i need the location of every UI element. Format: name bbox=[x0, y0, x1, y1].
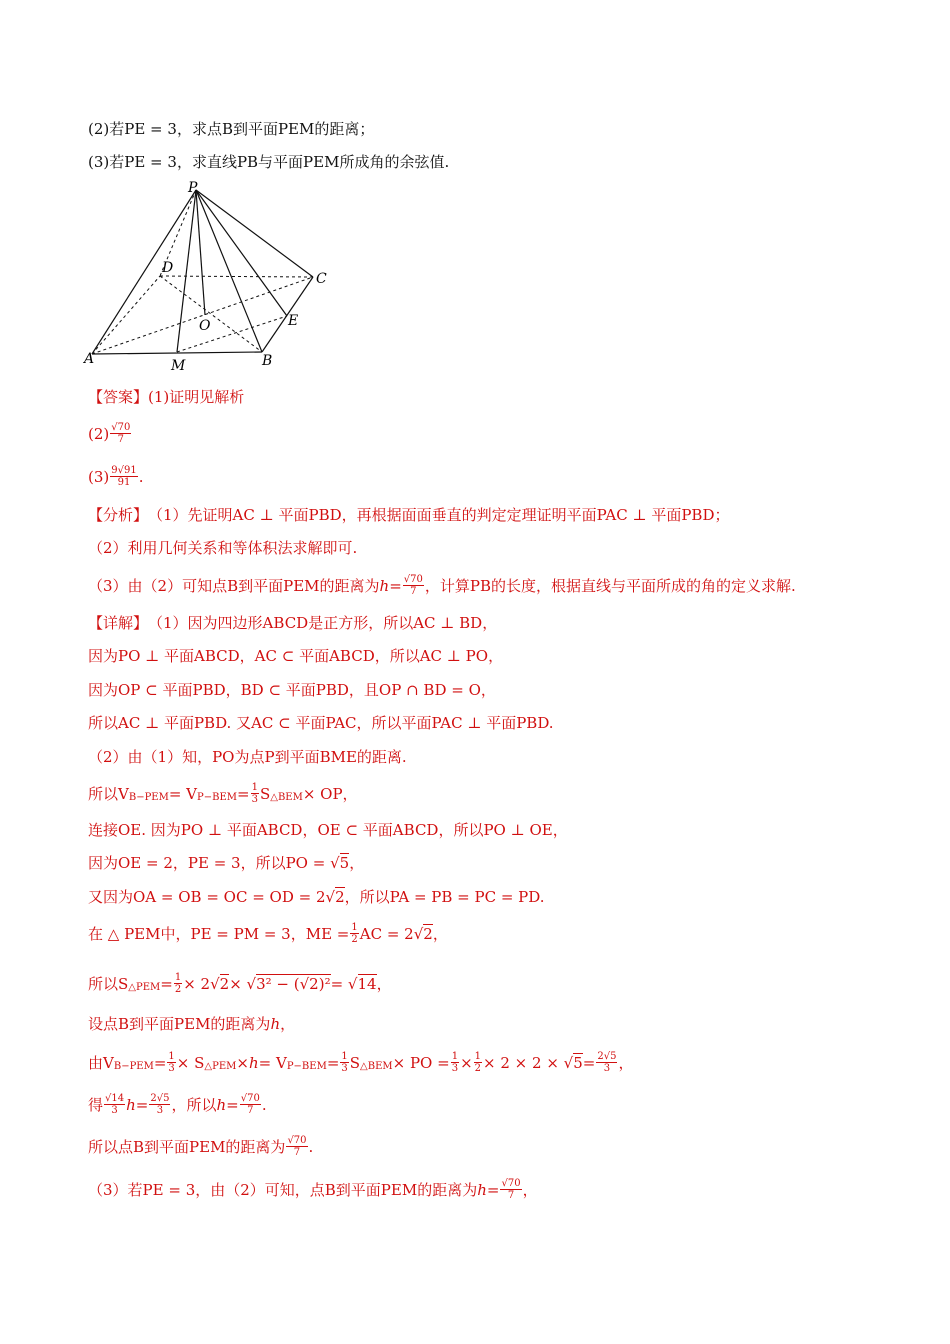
denominator: 2 bbox=[174, 984, 182, 995]
text-run: = bbox=[326, 1053, 340, 1072]
label-C: C bbox=[316, 271, 327, 287]
edge-DC bbox=[160, 276, 313, 277]
text-run: (3)若PE = 3，求直线PB与平面PEM所成角的余弦值. bbox=[88, 153, 450, 171]
label-B: B bbox=[262, 353, 273, 369]
subscript: △PEM bbox=[128, 982, 161, 993]
numerator: 1 bbox=[174, 972, 182, 983]
text-run: = V bbox=[168, 784, 198, 803]
numerator: 1 bbox=[251, 782, 258, 793]
text-run: 所以V bbox=[88, 785, 129, 803]
text-run: （1）先证明AC ⊥ 平面PBD，再根据面面垂直的判定定理证明平面PAC ⊥ 平面PBD； bbox=[148, 506, 730, 524]
text-run: . bbox=[308, 1137, 314, 1156]
text-run: 又因为OA = OB = OC = OD = 2√ bbox=[88, 888, 336, 906]
text-line bbox=[88, 645, 503, 666]
subscript: △PEM bbox=[204, 1061, 237, 1072]
label-E: E bbox=[288, 313, 299, 329]
radicand: 5 bbox=[339, 854, 350, 872]
numerator: √70 bbox=[403, 574, 423, 585]
text-run: 在 △ PEM中，PE = PM = 3，ME = bbox=[88, 925, 350, 943]
text-run: 【详解】 bbox=[88, 614, 149, 632]
numerator: 2√5 bbox=[597, 1051, 617, 1062]
fraction bbox=[251, 782, 259, 805]
denominator: 3 bbox=[156, 1105, 164, 1116]
text-line bbox=[88, 1013, 295, 1034]
fraction bbox=[167, 1051, 175, 1074]
text-run: × √ bbox=[229, 974, 257, 993]
edge-AD bbox=[92, 276, 160, 354]
text-line bbox=[88, 465, 144, 488]
denominator: 3 bbox=[603, 1063, 611, 1074]
math-variable: h bbox=[126, 1095, 136, 1114]
numerator: 2√5 bbox=[150, 1093, 170, 1104]
text-run: × S bbox=[176, 1053, 205, 1072]
fraction bbox=[149, 1093, 170, 1116]
fraction bbox=[451, 1051, 459, 1074]
text-run: 由V bbox=[88, 1054, 114, 1072]
fraction bbox=[110, 465, 137, 488]
text-line bbox=[88, 1051, 633, 1074]
pyramid-figure bbox=[82, 180, 342, 380]
denominator: 7 bbox=[410, 586, 417, 597]
text-run: （3）若PE = 3，由（2）可知，点B到平面PEM的距离为 bbox=[88, 1181, 478, 1199]
subscript: P−BEM bbox=[197, 792, 238, 803]
subscript: △BEM bbox=[360, 1061, 393, 1072]
text-run: （1）因为四边形ABCD是正方形，所以AC ⊥ BD， bbox=[148, 614, 498, 632]
text-line bbox=[88, 1135, 313, 1158]
text-run: (1)证明见解析 bbox=[148, 388, 245, 406]
text-run: ， bbox=[280, 1015, 296, 1033]
text-line bbox=[88, 612, 497, 633]
text-run: 因为OE = 2，PE = 3，所以PO = √ bbox=[88, 854, 340, 872]
denominator: 3 bbox=[111, 1105, 118, 1116]
subscript: B−PEM bbox=[128, 792, 169, 803]
label-A: A bbox=[84, 351, 95, 367]
text-run: ， bbox=[432, 925, 448, 943]
text-run: = bbox=[237, 784, 250, 803]
fraction bbox=[286, 1135, 307, 1158]
denominator: 91 bbox=[117, 477, 131, 488]
text-run: = bbox=[486, 1180, 500, 1199]
segment-ME bbox=[177, 316, 287, 352]
text-run: S bbox=[349, 1053, 361, 1072]
radicand: 2 bbox=[219, 975, 230, 993]
text-run: = V bbox=[258, 1053, 287, 1072]
text-run: ，计算PB的长度，根据直线与平面所成的角的定义求解. bbox=[424, 577, 796, 595]
edge-AB bbox=[92, 352, 262, 354]
fraction bbox=[403, 574, 424, 597]
text-run: S bbox=[259, 784, 271, 803]
text-line bbox=[88, 819, 568, 840]
text-line bbox=[88, 746, 407, 767]
numerator: √70 bbox=[240, 1093, 260, 1104]
text-run: . bbox=[138, 467, 144, 486]
fraction bbox=[350, 922, 358, 945]
text-run: 连接OE. 因为PO ⊥ 平面ABCD，OE ⊂ 平面ABCD，所以PO ⊥ OE， bbox=[88, 821, 568, 839]
radicand: 14 bbox=[357, 975, 377, 993]
radicand: 3² − (√2)² bbox=[256, 975, 331, 993]
fraction bbox=[340, 1051, 348, 1074]
fraction bbox=[174, 972, 182, 995]
text-run: = bbox=[389, 576, 402, 595]
math-variable: h bbox=[379, 576, 390, 595]
text-run: = bbox=[226, 1095, 239, 1114]
radicand: 2 bbox=[423, 925, 433, 943]
text-run: 所以点B到平面PEM的距离为 bbox=[88, 1138, 286, 1156]
numerator: 1 bbox=[474, 1051, 482, 1062]
text-line bbox=[88, 118, 374, 139]
text-run: （2）利用几何关系和等体积法求解即可. bbox=[88, 539, 358, 557]
radicand: 5 bbox=[573, 1054, 583, 1072]
text-line bbox=[88, 712, 554, 733]
numerator: √70 bbox=[501, 1178, 521, 1189]
text-run: (2) bbox=[88, 424, 110, 443]
text-line bbox=[88, 574, 796, 597]
text-run: × 2 × 2 × √ bbox=[483, 1053, 574, 1072]
text-run: ， bbox=[618, 1054, 634, 1072]
numerator: 1 bbox=[168, 1051, 175, 1062]
label-O: O bbox=[199, 318, 211, 334]
math-variable: h bbox=[477, 1180, 487, 1199]
text-line bbox=[88, 1178, 538, 1201]
text-run: ，所以 bbox=[171, 1096, 217, 1114]
fraction bbox=[474, 1051, 482, 1074]
text-line bbox=[88, 151, 449, 172]
math-variable: h bbox=[270, 1014, 281, 1033]
fraction bbox=[500, 1178, 521, 1201]
numerator: √70 bbox=[111, 422, 131, 433]
fraction bbox=[104, 1093, 125, 1116]
text-run: . bbox=[261, 1095, 267, 1114]
fraction bbox=[110, 422, 131, 445]
text-line bbox=[88, 922, 448, 945]
text-line bbox=[88, 386, 244, 407]
text-line bbox=[88, 886, 545, 907]
numerator: 1 bbox=[341, 1051, 348, 1062]
text-run: AC = 2√ bbox=[359, 924, 424, 943]
text-run: （2）由（1）知，PO为点P到平面BME的距离. bbox=[88, 748, 407, 766]
text-line bbox=[88, 504, 729, 525]
text-line bbox=[88, 422, 132, 445]
text-run: 所以AC ⊥ 平面PBD. 又AC ⊂ 平面PAC，所以平面PAC ⊥ 平面PBD. bbox=[88, 714, 554, 732]
text-line bbox=[88, 679, 496, 700]
numerator: 9√91 bbox=[111, 465, 137, 476]
math-variable: h bbox=[216, 1095, 227, 1114]
text-run: = bbox=[160, 974, 173, 993]
text-line bbox=[88, 537, 357, 558]
text-run: 因为PO ⊥ 平面ABCD，AC ⊂ 平面ABCD，所以AC ⊥ PO， bbox=[88, 647, 504, 665]
text-run: 因为OP ⊂ 平面PBD，BD ⊂ 平面PBD，且OP ∩ BD = O， bbox=[88, 681, 496, 699]
text-line bbox=[88, 782, 358, 805]
text-run: × 2√ bbox=[183, 974, 220, 993]
denominator: 3 bbox=[168, 1063, 175, 1074]
text-run: ， bbox=[522, 1181, 538, 1199]
denominator: 7 bbox=[247, 1105, 254, 1116]
denominator: 3 bbox=[451, 1063, 459, 1074]
text-line bbox=[88, 852, 364, 873]
text-line bbox=[88, 1093, 267, 1116]
radicand: 2 bbox=[335, 888, 345, 906]
text-run: （3）由（2）可知点B到平面PEM的距离为 bbox=[88, 577, 380, 595]
numerator: 1 bbox=[351, 922, 358, 933]
text-run: = bbox=[153, 1053, 167, 1072]
edge-PE bbox=[196, 190, 287, 316]
label-P: P bbox=[188, 180, 198, 196]
text-run: × PO = bbox=[392, 1053, 450, 1072]
edge-PM bbox=[177, 190, 196, 352]
numerator: √70 bbox=[287, 1135, 307, 1146]
fraction bbox=[596, 1051, 617, 1074]
math-variable: h bbox=[248, 1053, 259, 1072]
denominator: 3 bbox=[251, 794, 258, 805]
text-run: × bbox=[460, 1053, 473, 1072]
subscript: B−PEM bbox=[113, 1061, 154, 1072]
numerator: 1 bbox=[451, 1051, 459, 1062]
text-run: × bbox=[236, 1053, 249, 1072]
text-run: 所以S bbox=[88, 975, 129, 993]
text-run: = √ bbox=[330, 974, 358, 993]
denominator: 7 bbox=[293, 1147, 301, 1158]
text-run: 设点B到平面PEM的距离为 bbox=[88, 1015, 271, 1033]
text-run: = bbox=[582, 1053, 596, 1072]
text-run: 得 bbox=[88, 1096, 104, 1114]
text-run: (2)若PE = 3，求点B到平面PEM的距离； bbox=[88, 120, 375, 138]
text-run: ， bbox=[376, 975, 392, 993]
text-line bbox=[88, 972, 392, 995]
denominator: 3 bbox=[341, 1063, 348, 1074]
numerator: √14 bbox=[105, 1093, 125, 1104]
denominator: 7 bbox=[507, 1190, 515, 1201]
label-D: D bbox=[162, 260, 174, 276]
subscript: P−BEM bbox=[286, 1061, 327, 1072]
denominator: 2 bbox=[351, 934, 358, 945]
text-run: × OP， bbox=[302, 785, 358, 803]
text-run: ，所以PA = PB = PC = PD. bbox=[344, 888, 545, 906]
text-run: = bbox=[135, 1095, 149, 1114]
text-run: (3) bbox=[88, 467, 110, 486]
denominator: 2 bbox=[474, 1063, 482, 1074]
edge-PA bbox=[92, 190, 196, 354]
text-run: 【分析】 bbox=[88, 506, 149, 524]
fraction bbox=[240, 1093, 261, 1116]
subscript: △BEM bbox=[270, 792, 303, 803]
label-M: M bbox=[171, 358, 186, 374]
text-run: 【答案】 bbox=[88, 388, 149, 406]
denominator: 7 bbox=[117, 434, 124, 445]
text-run: ， bbox=[349, 854, 365, 872]
